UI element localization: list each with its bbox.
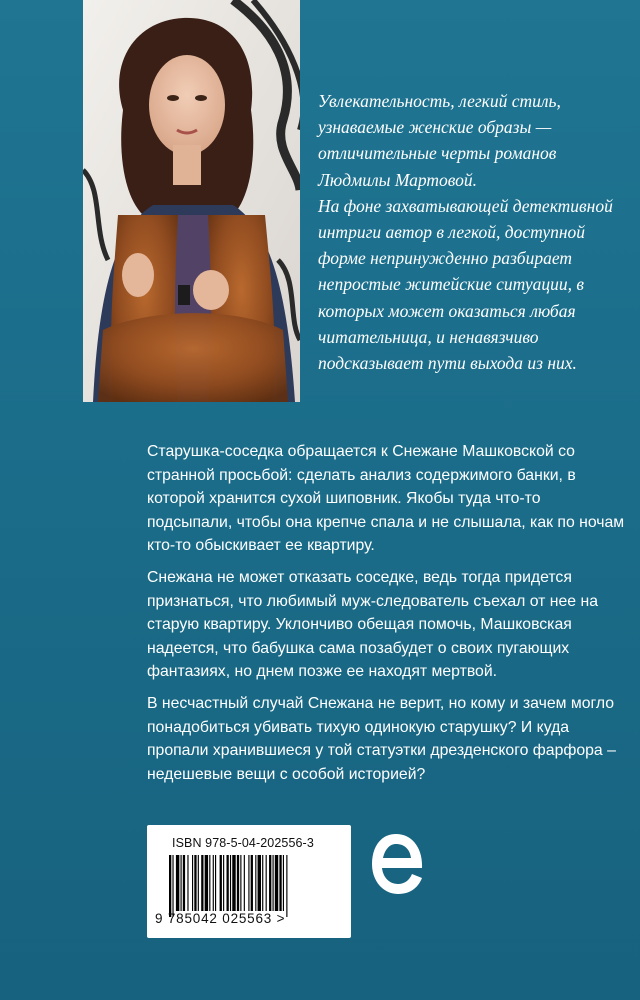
author-blurb (318, 88, 628, 376)
author-portrait-photo (83, 0, 300, 402)
barcode-bars (169, 855, 329, 917)
description-paragraph: В несчастный случай Снежана не верит, но кому и зачем могло понадобиться убивать тихую одинокую старушку? И куда пропали хранившиеся у той статуэтки дрезденского фарфора – недешевые вещи с особой историей? (147, 694, 616, 783)
book-description (147, 440, 627, 794)
blurb-paragraph: Увлекательность, легкий стиль, узнаваемые женские образы — отличительные черты романов Людмилы Мартовой. (318, 91, 561, 190)
author-photo (83, 0, 300, 402)
description-paragraph: Снежана не может отказать соседке, ведь тогда придется признаться, что любимый муж-следователь съехал от нее на старую квартиру. Уклончиво обещая помочь, Машковская надеется, что бабушка сама позабудет о своих пугающих фантазиях, но днем позже ее находят мертвой. (147, 568, 598, 681)
description-paragraph: Старушка-соседка обращается к Снежане Машковской со странной просьбой: сделать анализ содержимого банки, в которой хранится сухой шиповник. Якобы туда что-то подсыпали, чтобы она крепче спала и не слышала, как по ночам кто-то обыскивает ее квартиру. (147, 443, 625, 555)
blurb-paragraph: На фоне захватывающей детективной интриги автор в легкой, доступной форме непринужденно разбирает непростые житейские ситуации, в которых может оказаться любая читательница, и ненавязчиво подсказывает пути выхода из них. (318, 195, 613, 374)
barcode (147, 825, 351, 938)
eksmo-logo-icon (368, 828, 424, 900)
isbn-label: ISBN 978-5-04-202556-3 (172, 836, 314, 850)
barcode-digits: 9 785042 025563 > (155, 911, 286, 926)
